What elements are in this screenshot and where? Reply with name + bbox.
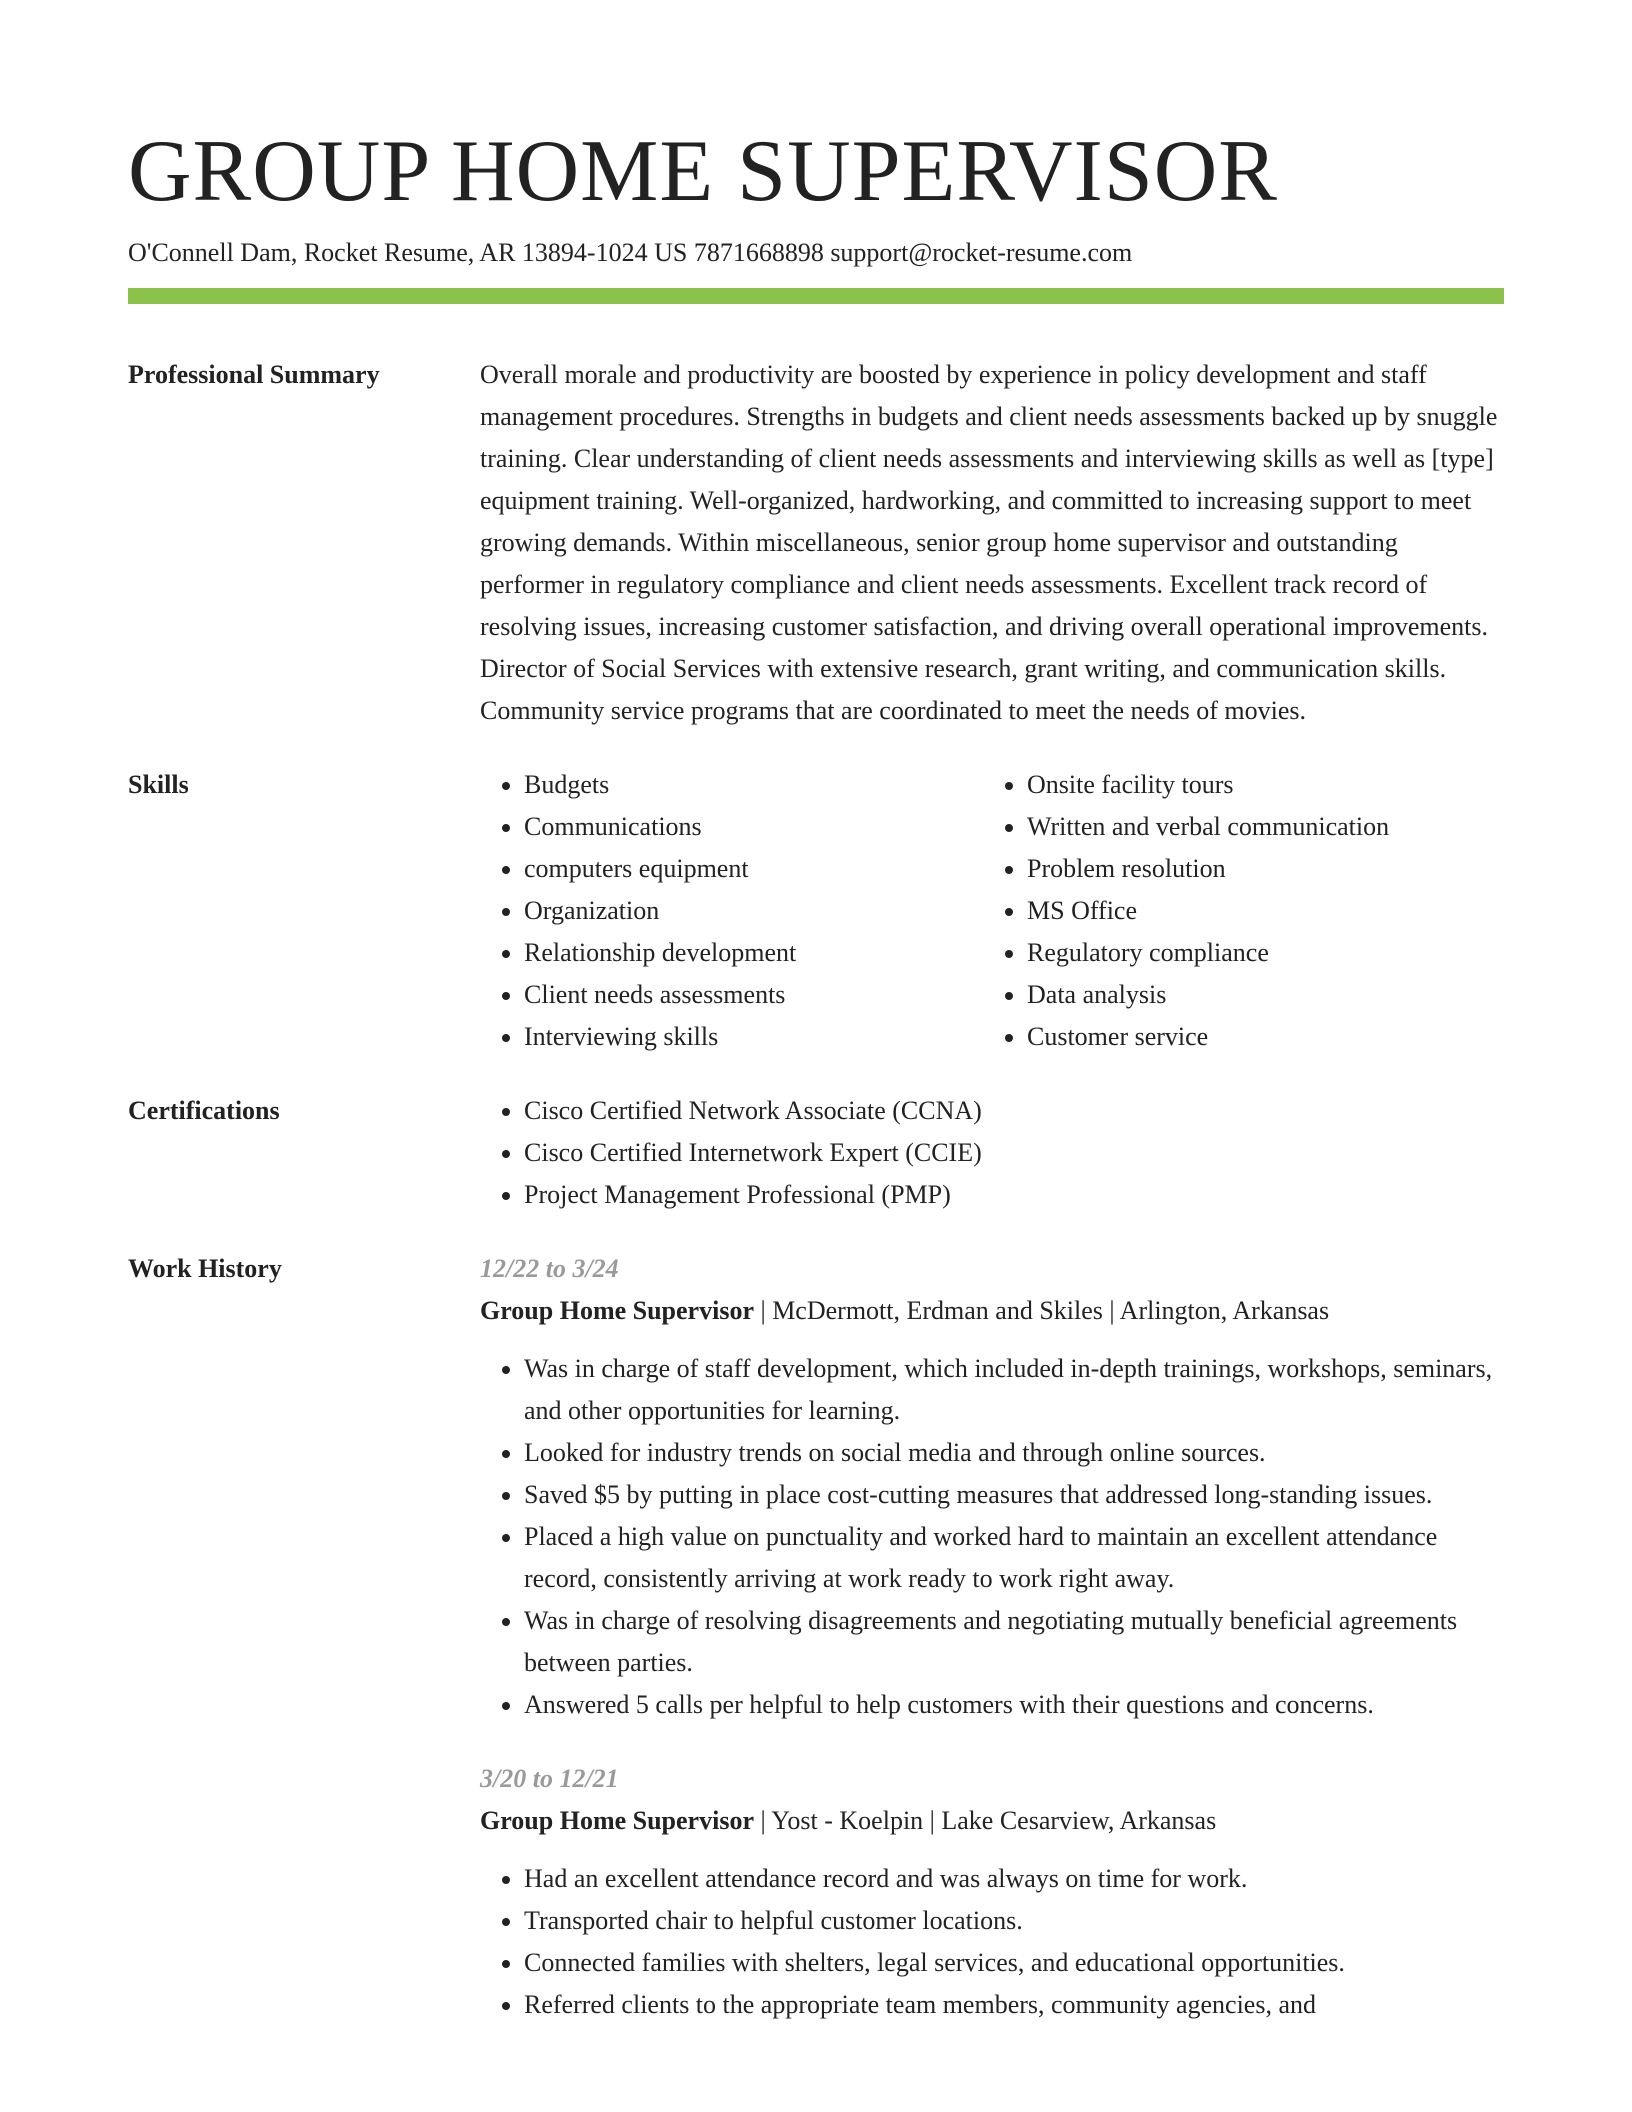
resume-title: GROUP HOME SUPERVISOR	[128, 123, 1279, 220]
work-history-body	[480, 1248, 1504, 2026]
skills-list-left	[480, 764, 983, 1058]
skill-item: • Client needs assessments	[524, 974, 983, 1016]
skill-item: • Written and verbal communication	[1027, 806, 1486, 848]
job-duty: • Had an excellent attendance record and was always on time for work.	[524, 1858, 1504, 1900]
job-duty: • Was in charge of resolving disagreements and negotiating mutually beneficial agreements between parties.	[524, 1600, 1504, 1684]
job-company-location: | McDermott, Erdman and Skiles | Arlington, Arkansas	[753, 1296, 1330, 1325]
header-divider	[128, 288, 1504, 304]
skill-item: • Relationship development	[524, 932, 983, 974]
skill-item: • Regulatory compliance	[1027, 932, 1486, 974]
job-duty: • Answered 5 calls per helpful to help customers with their questions and concerns.	[524, 1684, 1504, 1726]
certification-item: • Project Management Professional (PMP)	[524, 1174, 1504, 1216]
certifications-heading: Certifications	[128, 1096, 280, 1125]
work-history-heading: Work History	[128, 1254, 282, 1283]
skills-section	[128, 764, 1504, 1058]
certifications-section	[128, 1090, 1504, 1216]
skill-item: • Customer service	[1027, 1016, 1486, 1058]
skill-item: • Interviewing skills	[524, 1016, 983, 1058]
job-company-location: | Yost - Koelpin | Lake Cesarview, Arkansas	[753, 1806, 1217, 1835]
certification-item: • Cisco Certified Network Associate (CCNA)	[524, 1090, 1504, 1132]
skill-item: • Data analysis	[1027, 974, 1486, 1016]
job-duty: • Transported chair to helpful customer locations.	[524, 1900, 1504, 1942]
job-title: Group Home Supervisor	[480, 1296, 754, 1325]
job-dates: 3/20 to 12/21	[480, 1764, 619, 1793]
job-duty: • Was in charge of staff development, which included in-depth trainings, workshops, seminars, and other opportunities for learning.	[524, 1348, 1504, 1432]
certification-item: • Cisco Certified Internetwork Expert (CCIE)	[524, 1132, 1504, 1174]
skills-heading: Skills	[128, 770, 189, 799]
job-duties	[480, 1348, 1504, 1726]
skill-item: • MS Office	[1027, 890, 1486, 932]
contact-info: O'Connell Dam, Rocket Resume, AR 13894-1024 US 7871668898 support@rocket-resume.com	[128, 238, 1133, 267]
job-duties	[480, 1858, 1504, 2026]
job-entry	[480, 1248, 1504, 1726]
skill-item: • Problem resolution	[1027, 848, 1486, 890]
certifications-body	[480, 1090, 1504, 1216]
job-duty: • Placed a high value on punctuality and worked hard to maintain an excellent attendance record, consistently arriving at work ready to work right away.	[524, 1516, 1504, 1600]
skill-item: • Communications	[524, 806, 983, 848]
skill-item: • Budgets	[524, 764, 983, 806]
certifications-list	[480, 1090, 1504, 1216]
skills-body	[480, 764, 1504, 1058]
job-heading	[480, 1290, 1504, 1332]
job-entry	[480, 1758, 1504, 2026]
work-history-section	[128, 1248, 1504, 2026]
summary-text: Overall morale and productivity are boosted by experience in policy development and staff management procedures. Strengths in budgets and client needs assessments backed up by snuggle training. Clear understanding of client needs assessments and interviewing skills as well as [type] equipment training. Well-organized, hardworking, and committed to increasing support to meet growing demands. Within miscellaneous, senior group home supervisor and outstanding performer in regulatory compliance and client needs assessments. Excellent track record of resolving issues, increasing customer satisfaction, and driving overall operational improvements. Director of Social Services with extensive research, grant writing, and communication skills. Community service programs that are coordinated to meet the needs of movies.	[480, 360, 1498, 725]
summary-section	[128, 354, 1504, 732]
skill-item: • computers equipment	[524, 848, 983, 890]
job-dates: 12/22 to 3/24	[480, 1254, 619, 1283]
job-title: Group Home Supervisor	[480, 1806, 754, 1835]
summary-body	[480, 354, 1504, 732]
skill-item: • Organization	[524, 890, 983, 932]
job-duty: • Referred clients to the appropriate team members, community agencies, and	[524, 1984, 1504, 2026]
job-duty: • Looked for industry trends on social media and through online sources.	[524, 1432, 1504, 1474]
summary-heading: Professional Summary	[128, 360, 380, 389]
skills-list-right	[983, 764, 1486, 1058]
job-heading	[480, 1800, 1504, 1842]
skill-item: • Onsite facility tours	[1027, 764, 1486, 806]
job-duty: • Saved $5 by putting in place cost-cutting measures that addressed long-standing issues.	[524, 1474, 1504, 1516]
job-duty: • Connected families with shelters, legal services, and educational opportunities.	[524, 1942, 1504, 1984]
